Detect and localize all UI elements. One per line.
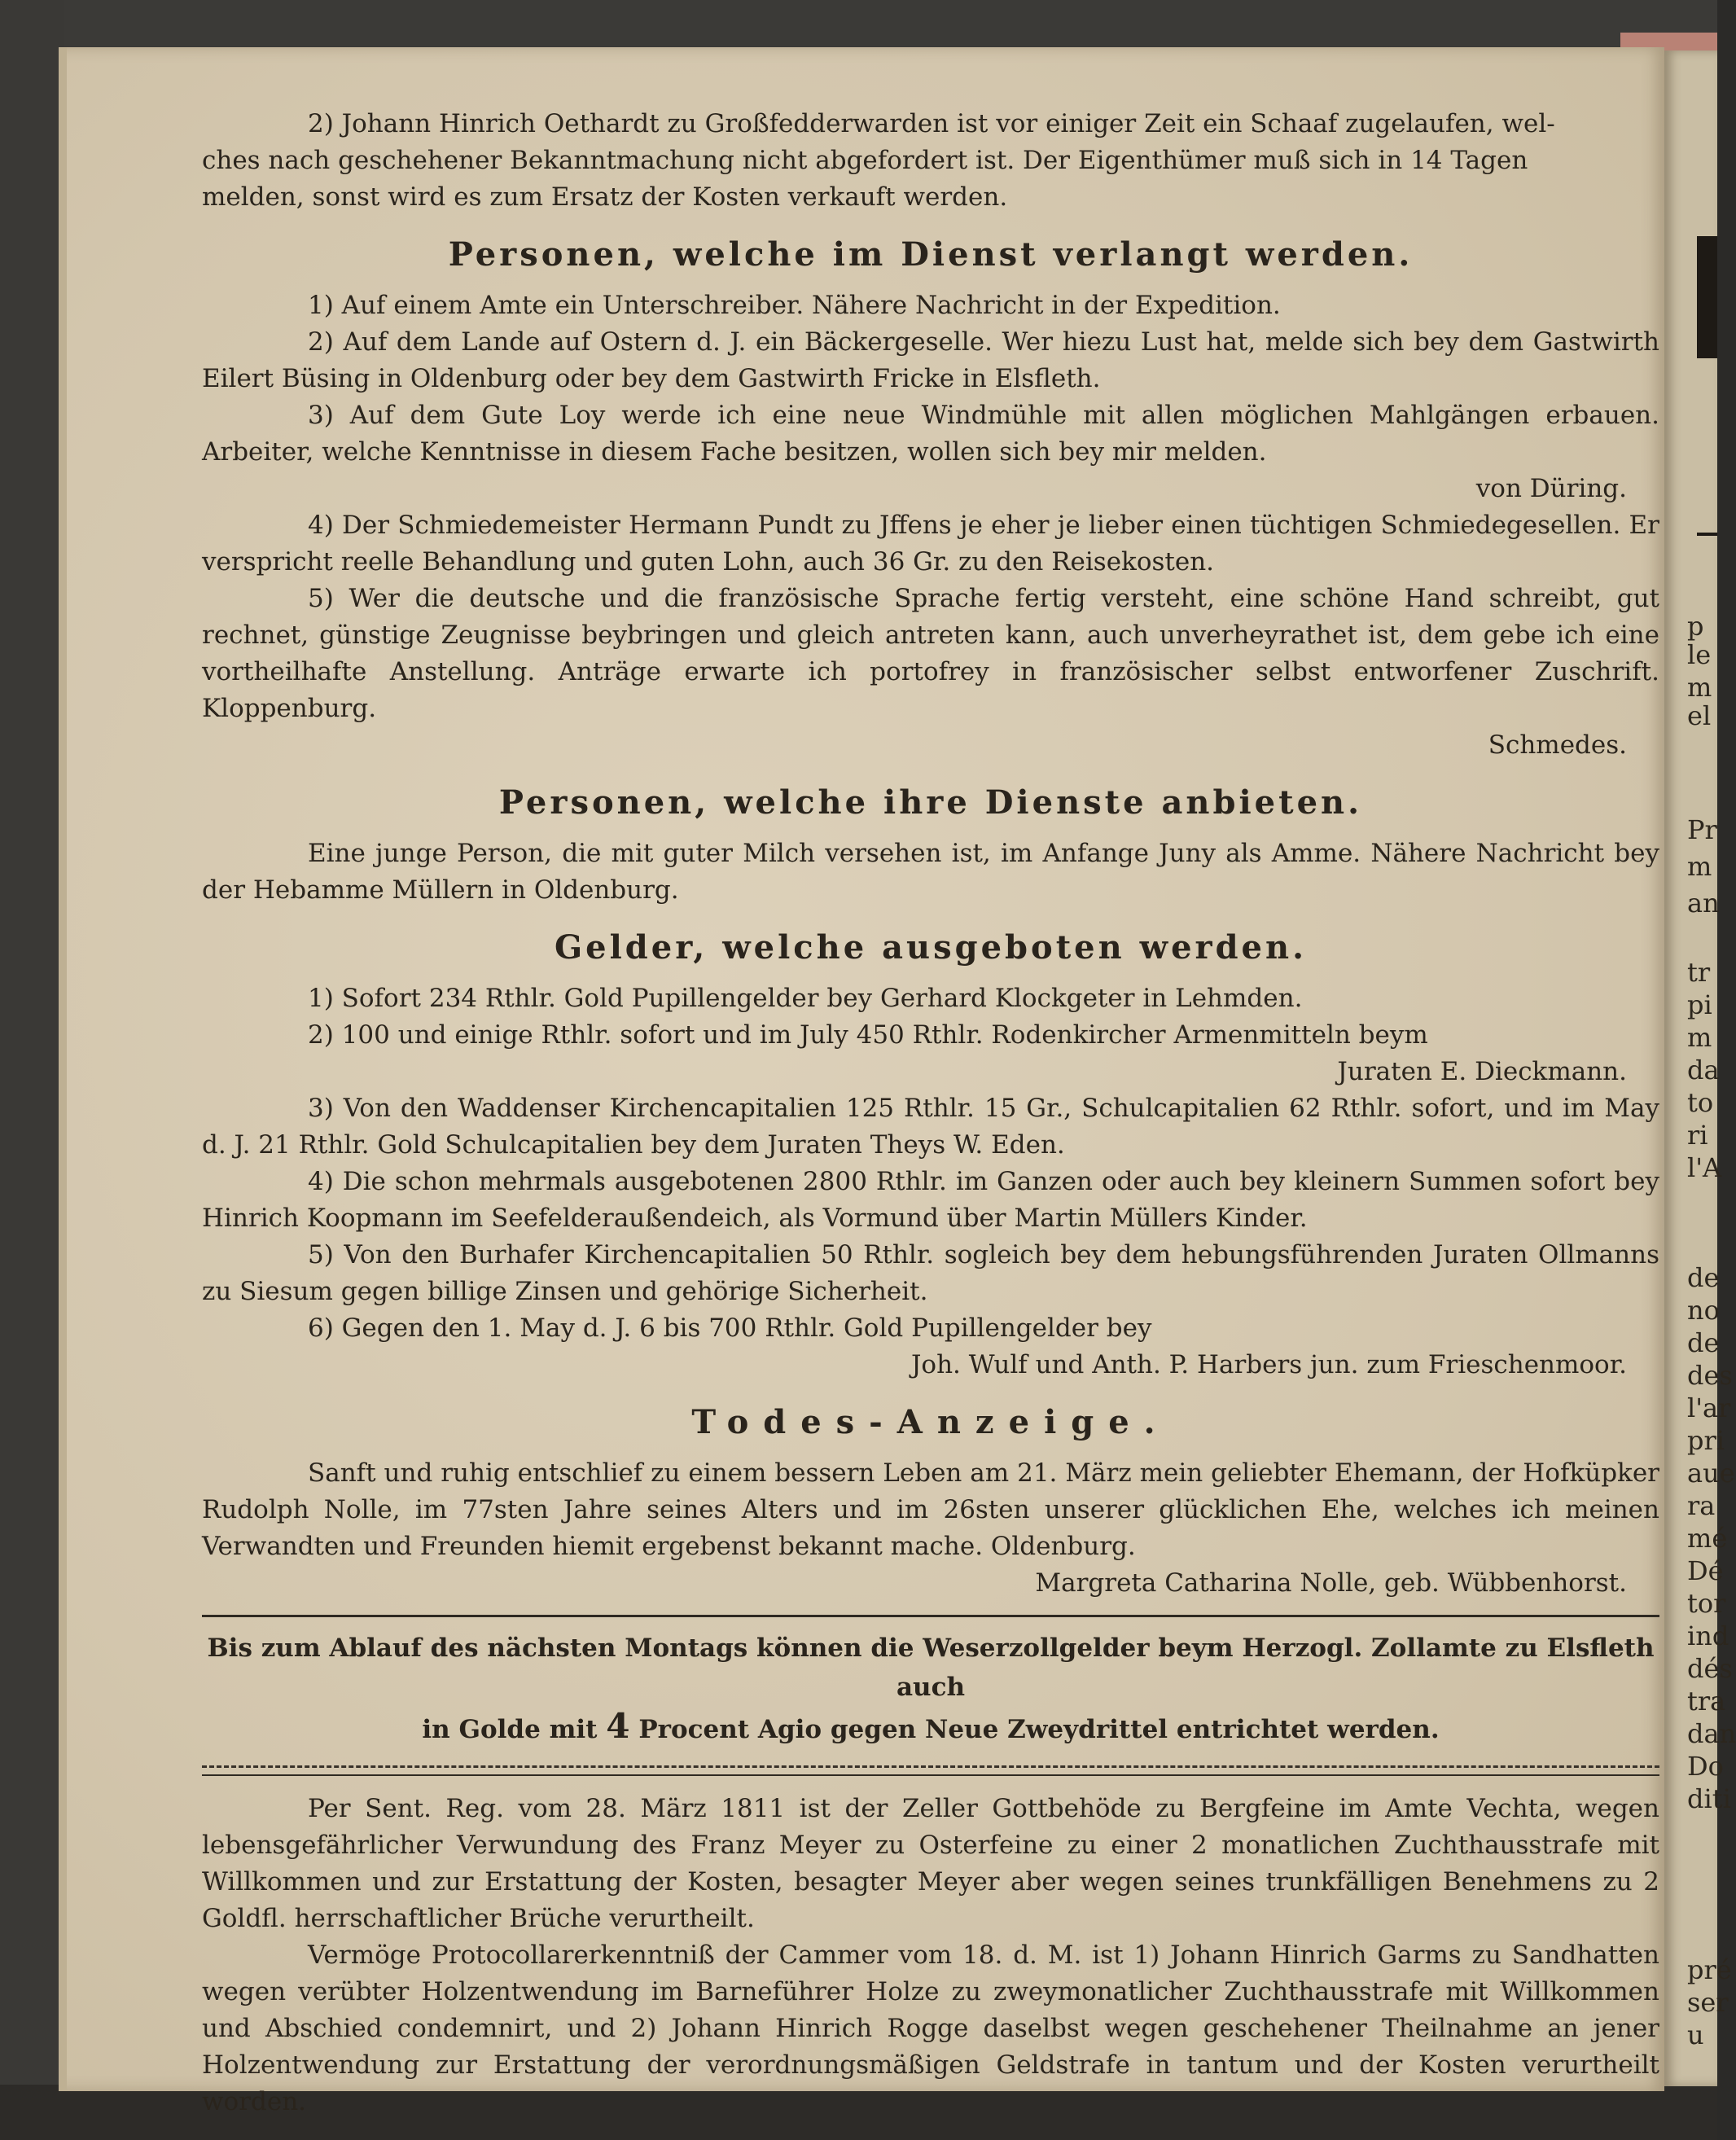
adjacent-page-text: de (1687, 1262, 1720, 1293)
adjacent-page-text: el (1687, 700, 1712, 731)
adjacent-page-text: tor (1687, 1588, 1726, 1619)
verlangt-item: 4) Der Schmiedemeister Hermann Pundt zu Jffens je eher je lieber einen tüchtigen Schmiedegesellen. Er verspricht reelle Behandlung und guten Lohn, auch 36 Gr. zu den Reisekosten. (202, 511, 1659, 577)
verlangt-item: 2) Auf dem Lande auf Ostern d. J. ein Bäckergeselle. Wer hiezu Lust hat, melde sich bey dem Gastwirth Eilert Büsing in Oldenburg oder bey dem Gastwirth Fricke in Elsfleth. (202, 327, 1659, 393)
adjacent-page-text: Dé (1687, 1555, 1724, 1586)
adjacent-page-text: diti (1687, 1783, 1731, 1814)
verlangt-item: 3) Auf dem Gute Loy werde ich eine neue Windmühle mit allen möglichen Mahlgängen erbauen. Arbeiter, welche Kenntnisse in diesem Fache besitzen, wollen sich bey mir melden. (202, 401, 1659, 467)
adjacent-page-text: da (1687, 1055, 1720, 1085)
adjacent-page-text: pré (1687, 1954, 1732, 1985)
signature: Juraten E. Dieckmann. (1337, 1057, 1627, 1086)
gelder-item: 6) Gegen den 1. May d. J. 6 bis 700 Rthlr. Gold Pupillengelder bey (308, 1313, 1152, 1343)
adjacent-page-text: pi (1687, 989, 1712, 1020)
intro-line: melden, sonst wird es zum Ersatz der Kosten verkauft werden. (202, 182, 1008, 212)
adjacent-page-text: mé (1687, 1523, 1728, 1554)
gelder-item: 1) Sofort 234 Rthlr. Gold Pupillengelder bey Gerhard Klockgeter in Lehmden. (308, 984, 1303, 1013)
adjacent-page-text: tra (1687, 1686, 1726, 1717)
adjacent-page-text: le (1687, 639, 1712, 670)
adjacent-page-text: des (1687, 1360, 1733, 1391)
divider (202, 1765, 1659, 1768)
adjacent-page-text: Pr (1687, 814, 1717, 845)
heading-todes-anzeige: Todes-Anzeige. (691, 1403, 1170, 1441)
adjacent-page-text: ra (1687, 1490, 1716, 1521)
urteil-text: Per Sent. Reg. vom 28. März 1811 ist der Zeller Gottbehöde zu Bergfeine im Amte Vechta, wegen lebensgefährlicher Verwundung des Franz Meyer zu Osterfeine zu einer 2 monatlichen Zuchthausstrafe mit Willkommen und zur Erstattung der Kosten, besagter Meyer aber wegen seines trunkfälligen Benehmens zu 2 Goldfl. herrschaftlicher Brüche verurtheilt. (202, 1794, 1659, 1933)
adjacent-page-text: no (1687, 1295, 1720, 1326)
adjacent-page-strip (1664, 50, 1736, 2086)
notice-number: 4 (606, 1706, 630, 1746)
signature: von Düring. (1475, 474, 1627, 503)
adjacent-page-text: to (1687, 1087, 1714, 1118)
adjacent-page-text: ind (1687, 1620, 1729, 1651)
intro-line: 2) Johann Hinrich Oethardt zu Großfedderwarden ist vor einiger Zeit ein Schaaf zugelaufen, wel- (308, 109, 1555, 138)
adjacent-page-text: ri (1687, 1120, 1708, 1151)
zoll-notice-line (202, 1707, 1659, 1749)
divider (202, 1615, 1659, 1617)
gelder-item: 5) Von den Burhafer Kirchencapitalien 50 Rthlr. sogleich bey dem hebungsführenden Juraten Ollmanns zu Siesum gegen billige Zinsen und gehörige Sicherheit. (202, 1240, 1659, 1306)
urteil-text: Vermöge Protocollarerkenntniß der Cammer vom 18. d. M. ist 1) Johann Hinrich Garms zu Sandhatten wegen verübter Holzentwendung im Barneführer Holze zu zweymonatlicher Zuchthausstrafe mit Willkommen und Abschied condemnirt, und 2) Johann Hinrich Rogge daselbst wegen geschehener Theilnahme an jener Holzentwendung zur Erstattung der verordnungsmäßigen Geldstrafe in tantum und der Kosten verurtheilt worden. (202, 1940, 1659, 2116)
adjacent-page-heading-bar (1697, 236, 1717, 358)
adjacent-page-text: tr (1687, 957, 1711, 988)
adjacent-page-text: u (1687, 2019, 1704, 2050)
scan-top-border (0, 0, 1717, 50)
adjacent-page-text: ser (1687, 1987, 1729, 2018)
adjacent-page-text: Do (1687, 1751, 1724, 1782)
adjacent-page-text: pri (1687, 1425, 1725, 1456)
adjacent-page-text: aue (1687, 1458, 1735, 1489)
heading-personen-verlangt: Personen, welche im Dienst verlangt werden. (448, 235, 1414, 274)
signature: Joh. Wulf und Anth. P. Harbers jun. zum Frieschenmoor. (910, 1350, 1627, 1379)
adjacent-page-text: m (1687, 851, 1712, 882)
divider (202, 1774, 1659, 1776)
adjacent-page-text: de (1687, 1327, 1720, 1358)
adjacent-page-rule (1697, 533, 1717, 536)
todes-text: Sanft und ruhig entschlief zu einem bessern Leben am 21. März mein geliebter Ehemann, der Hofküpker Rudolph Nolle, im 77sten Jahre seines Alters und im 26sten unserer glücklichen Ehe, welches ich meinen Verwandten und Freunden hiemit ergebenst bekannt mache. Oldenburg. (202, 1458, 1659, 1561)
gelder-item: 3) Von den Waddenser Kirchencapitalien 125 Rthlr. 15 Gr., Schulcapitalien 62 Rthlr. sofort, und im May d. J. 21 Rthlr. Gold Schulcapitalien bey dem Juraten Theys W. Eden. (202, 1094, 1659, 1160)
zoll-notice (202, 1629, 1659, 1749)
page-gutter-edge (59, 47, 67, 2091)
verlangt-item: 5) Wer die deutsche und die französische Sprache fertig versteht, eine schöne Hand schreibt, gut rechnet, günstige Zeugnisse beybringen und gleich antreten kann, auch unverheyrathet ist, dem gebe ich eine vortheilhafte Anstellung. Anträge erwarte ich portofrey in französischer selbst entworfener Zuschrift. Kloppenburg. (202, 584, 1659, 723)
adjacent-page-text: dés (1687, 1653, 1733, 1684)
adjacent-page-text: p (1687, 611, 1704, 642)
signature: Schmedes. (1488, 730, 1627, 760)
gelder-item: 2) 100 und einige Rthlr. sofort und im July 450 Rthlr. Rodenkircher Armenmitteln beym (308, 1020, 1428, 1050)
adjacent-page-text: l'ar (1687, 1392, 1731, 1423)
intro-line: ches nach geschehener Bekanntmachung nicht abgefordert ist. Der Eigenthümer muß sich in 14 Tagen (202, 146, 1528, 175)
heading-gelder: Gelder, welche ausgeboten werden. (554, 928, 1308, 967)
signature: Margreta Catharina Nolle, geb. Wübbenhorst. (1035, 1568, 1627, 1598)
adjacent-page-text: m (1687, 1022, 1712, 1053)
zoll-notice-line: Bis zum Ablauf des nächsten Montags können die Weserzollgelder beym Herzogl. Zollamte zu Elsfleth auch (207, 1634, 1655, 1702)
adjacent-page-text: dan (1687, 1718, 1736, 1749)
adjacent-page-text: an (1687, 888, 1720, 919)
notice-text: in Golde mit (422, 1715, 598, 1744)
notice-text: Procent Agio gegen Neue Zweydrittel entrichtet werden. (638, 1715, 1440, 1744)
adjacent-page-text: m (1687, 672, 1712, 703)
scan-left-border (0, 0, 64, 2140)
heading-personen-anbieten: Personen, welche ihre Dienste anbieten. (498, 783, 1363, 822)
anbieten-item: Eine junge Person, die mit guter Milch versehen ist, im Anfange Juny als Amme. Nähere Nachricht bey der Hebamme Müllern in Oldenburg. (202, 839, 1659, 905)
verlangt-item: 1) Auf einem Amte ein Unterschreiber. Nähere Nachricht in der Expedition. (308, 291, 1281, 320)
gelder-item: 4) Die schon mehrmals ausgebotenen 2800 Rthlr. im Ganzen oder auch bey kleinern Summen sofort bey Hinrich Koopmann im Seefelderaußendeich, als Vormund über Martin Müllers Kinder. (202, 1167, 1659, 1233)
adjacent-page-text: l'A (1687, 1152, 1722, 1183)
page-content (202, 106, 1659, 2120)
